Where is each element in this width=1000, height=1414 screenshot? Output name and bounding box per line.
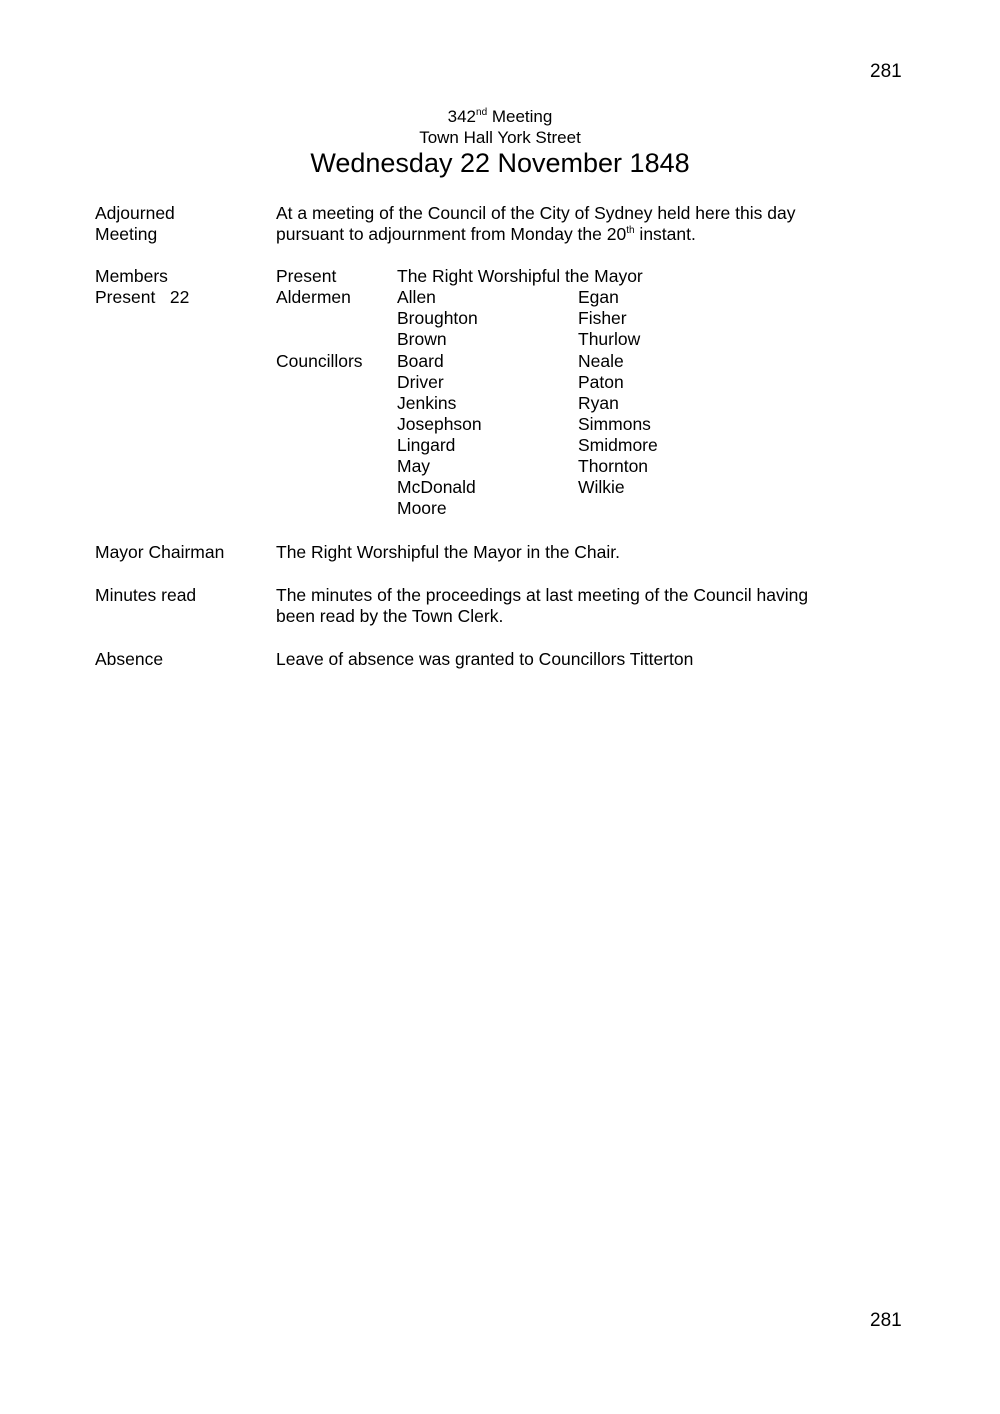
- councillor-name: McDonald: [397, 477, 476, 497]
- meeting-number: 342nd Meeting: [447, 107, 553, 126]
- adjourned-text-line1: At a meeting of the Council of the City of Sydney held here this day: [276, 203, 796, 223]
- meeting-location: Town Hall York Street: [419, 128, 581, 147]
- councillor-name: Moore: [397, 498, 447, 518]
- alderman-name: Thurlow: [578, 329, 641, 349]
- councillor-name: Simmons: [578, 414, 651, 434]
- councillor-name: Board: [397, 351, 444, 371]
- councillor-name: Neale: [578, 351, 624, 371]
- councillor-name: May: [397, 456, 431, 476]
- present-text: The Right Worshipful the Mayor: [397, 266, 643, 286]
- councillor-name: Ryan: [578, 393, 619, 413]
- councillors-list-col2: [578, 351, 658, 498]
- alderman-name: Broughton: [397, 308, 478, 328]
- councillors-label: Councillors: [276, 351, 363, 371]
- chairman-label: Mayor Chairman: [95, 542, 225, 562]
- councillor-name: Wilkie: [578, 477, 625, 497]
- councillor-name: Driver: [397, 372, 444, 392]
- councillor-name: Lingard: [397, 435, 456, 455]
- councillor-name: Josephson: [397, 414, 482, 434]
- members-label-line2: Present 22: [95, 287, 190, 307]
- adjourned-label-line2: Meeting: [95, 224, 158, 244]
- present-label: Present: [276, 266, 337, 286]
- absence-text: Leave of absence was granted to Councillors Titterton: [276, 649, 694, 669]
- page-number-bottom: 281: [870, 1310, 902, 1331]
- absence-label: Absence: [95, 649, 164, 669]
- councillor-name: Smidmore: [578, 435, 658, 455]
- aldermen-list-col2: [578, 287, 640, 350]
- councillor-name: Jenkins: [397, 393, 457, 413]
- chairman-text: The Right Worshipful the Mayor in the Chair.: [276, 542, 621, 562]
- councillors-list-col1: [397, 351, 482, 519]
- alderman-name: Brown: [397, 329, 447, 349]
- alderman-name: Allen: [397, 287, 436, 307]
- members-label-line1: Members: [95, 266, 168, 286]
- councillor-name: Paton: [578, 372, 624, 392]
- page-number-top: 281: [870, 61, 902, 82]
- alderman-name: Egan: [578, 287, 619, 307]
- minutes-text-line2: been read by the Town Clerk.: [276, 606, 504, 626]
- adjourned-text-line2: pursuant to adjournment from Monday the 20th instant.: [276, 224, 696, 244]
- aldermen-label: Aldermen: [276, 287, 351, 307]
- minutes-text-line1: The minutes of the proceedings at last meeting of the Council having: [276, 585, 809, 605]
- aldermen-list-col1: [397, 287, 478, 350]
- alderman-name: Fisher: [578, 308, 627, 328]
- adjourned-label-line1: Adjourned: [95, 203, 175, 223]
- minutes-label: Minutes read: [95, 585, 197, 605]
- councillor-name: Thornton: [578, 456, 649, 476]
- meeting-date-title: Wednesday 22 November 1848: [310, 148, 690, 178]
